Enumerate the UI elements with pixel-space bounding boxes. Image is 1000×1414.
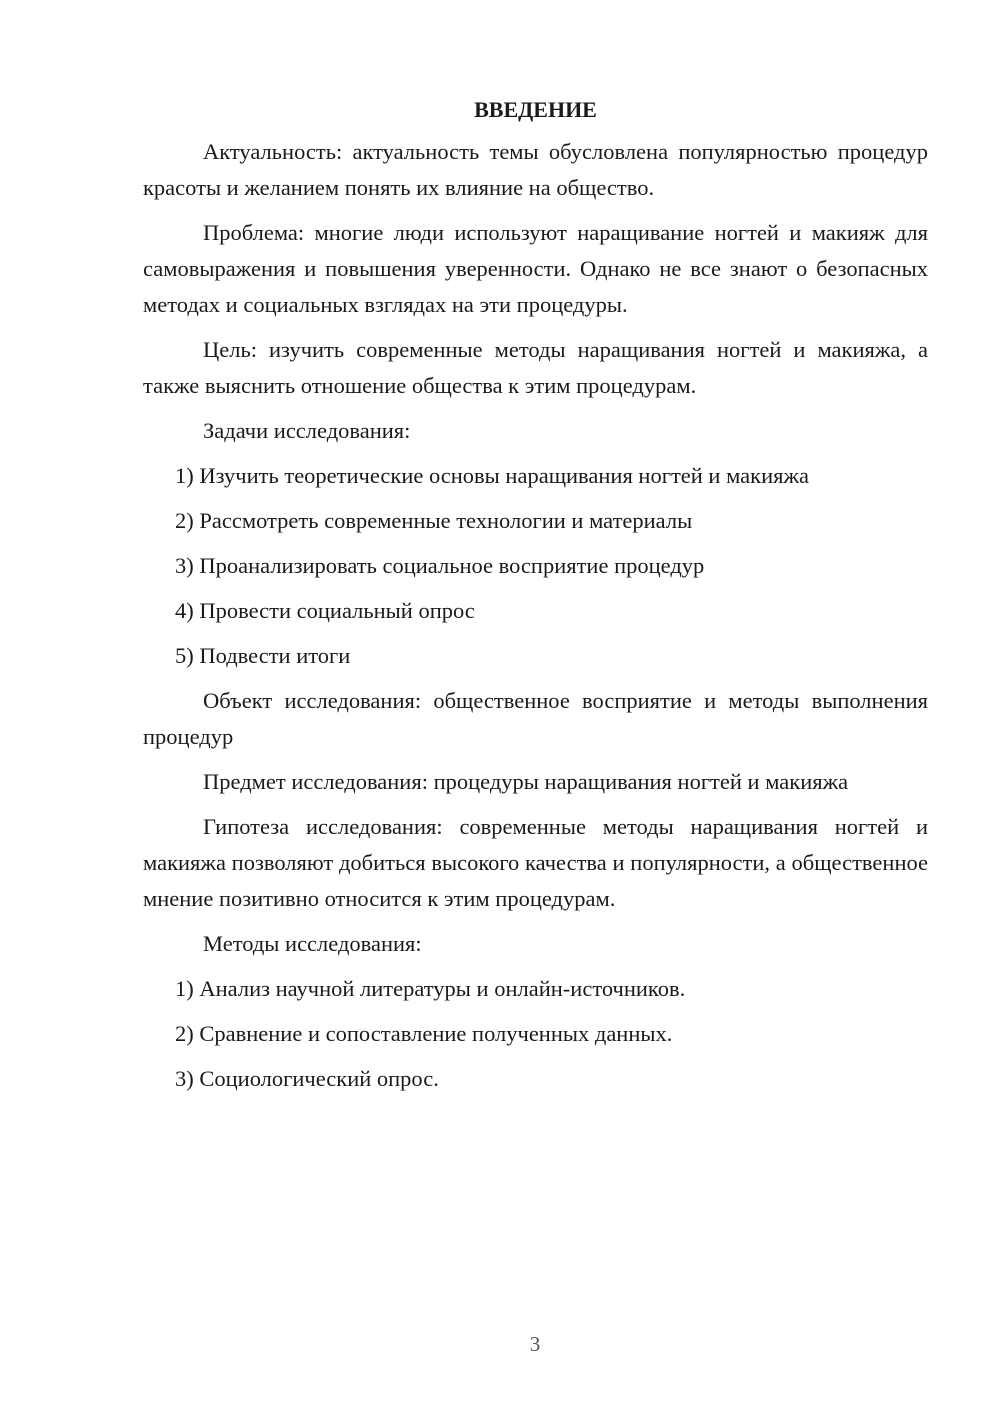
hypothesis-paragraph: Гипотеза исследования: современные методы наращивания ногтей и макияжа позволяют добиться высокого качества и популярности, а общественное мнение позитивно относится к этим процедурам. (143, 814, 928, 911)
page-number: 3 (529, 1332, 541, 1356)
task-item: 2) Рассмотреть современные технологии и материалы (175, 508, 693, 533)
tasks-heading: Задачи исследования: (203, 418, 411, 443)
method-item: 1) Анализ научной литературы и онлайн-источников. (175, 976, 686, 1001)
subject-paragraph: Предмет исследования: процедуры наращивания ногтей и макияжа (203, 769, 849, 794)
task-item: 5) Подвести итоги (175, 643, 351, 668)
problem-paragraph: Проблема: многие люди используют наращивание ногтей и макияж для самовыражения и повышения уверенности. Однако не все знают о безопасных методах и социальных взглядах на эти процедуры. (143, 220, 928, 317)
page-content (143, 92, 928, 1106)
object-paragraph: Объект исследования: общественное восприятие и методы выполнения процедур (143, 688, 928, 749)
task-item: 4) Провести социальный опрос (175, 598, 475, 623)
method-item: 3) Социологический опрос. (175, 1066, 439, 1091)
goal-paragraph: Цель: изучить современные методы наращивания ногтей и макияжа, а также выяснить отношение общества к этим процедурам. (143, 337, 928, 398)
section-title: ВВЕДЕНИЕ (474, 97, 597, 122)
relevance-paragraph: Актуальность: актуальность темы обусловлена популярностью процедур красоты и желанием понять их влияние на общество. (143, 139, 928, 200)
task-item: 1) Изучить теоретические основы наращивания ногтей и макияжа (175, 463, 810, 488)
method-item: 2) Сравнение и сопоставление полученных данных. (175, 1021, 673, 1046)
methods-heading: Методы исследования: (203, 931, 422, 956)
task-item: 3) Проанализировать социальное восприятие процедур (175, 553, 705, 578)
